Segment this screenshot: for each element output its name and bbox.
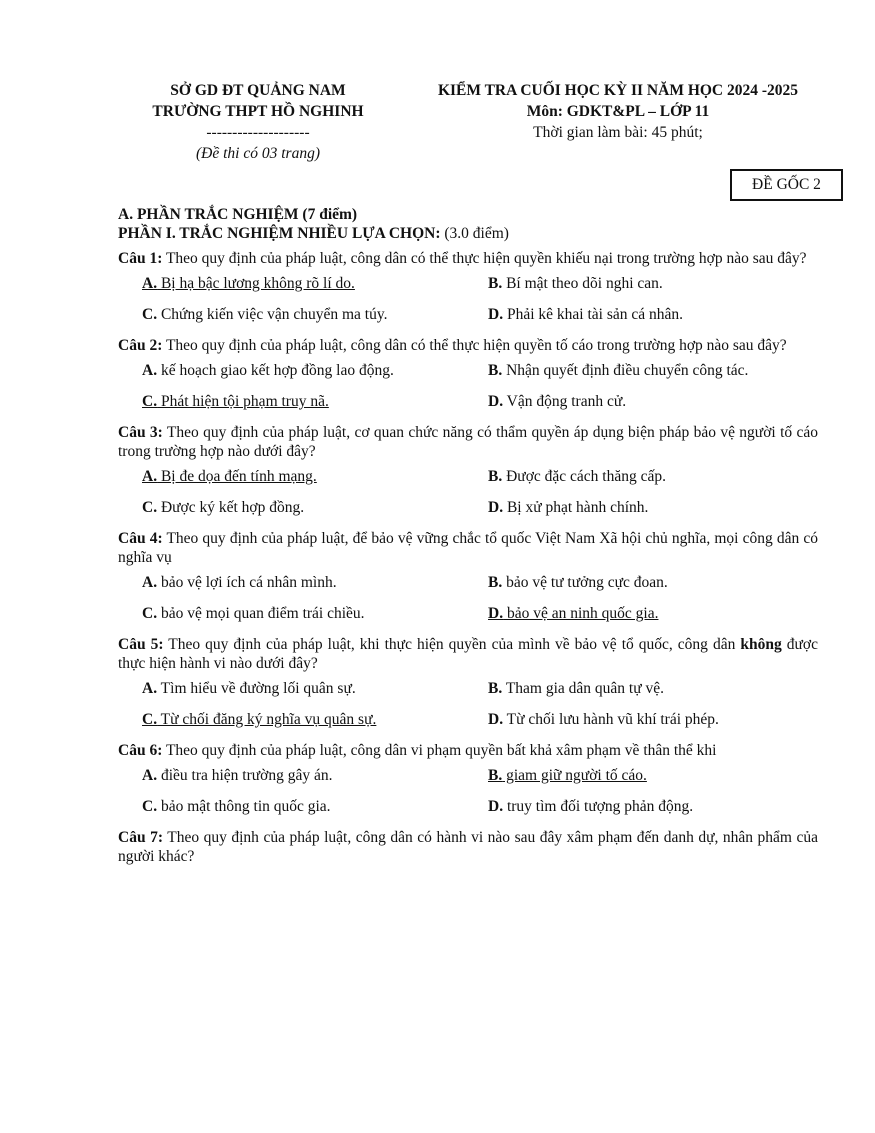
- options-row: [118, 386, 818, 417]
- question-text: Theo quy định của pháp luật, khi thực hiện quyền của mình về bảo vệ tổ quốc, công dân: [163, 636, 741, 653]
- option-text: Từ chối đăng ký nghĩa vụ quân sự.: [157, 711, 377, 728]
- question-text: Theo quy định của pháp luật, công dân có hành vi nào sau đây xâm phạm đến danh dự, nhân phẩm của người khác?: [118, 829, 818, 865]
- department-name: SỞ GD ĐT QUẢNG NAM: [170, 82, 346, 99]
- option-d: [488, 498, 648, 517]
- option-letter: C.: [142, 711, 158, 728]
- option-letter: D.: [488, 393, 504, 410]
- option-d: [488, 392, 626, 411]
- option-letter: B.: [488, 574, 503, 591]
- option-b: [488, 467, 666, 486]
- option-letter: A.: [142, 574, 158, 591]
- option-letter: C.: [142, 605, 158, 622]
- option-b: [488, 679, 664, 698]
- header-right: [398, 80, 838, 143]
- option-a: [142, 766, 333, 785]
- option-text: Bị xử phạt hành chính.: [503, 499, 649, 516]
- option-text: bảo vệ mọi quan điểm trái chiều.: [157, 605, 365, 622]
- option-b: [488, 361, 748, 380]
- option-a: [142, 679, 356, 698]
- question-4: [118, 529, 818, 567]
- option-text: truy tìm đối tượng phản động.: [503, 798, 694, 815]
- question-text: Theo quy định của pháp luật, công dân vi phạm quyền bất khả xâm phạm về thân thể khi: [162, 742, 717, 759]
- exam-code-box: ĐỀ GỐC 2: [730, 169, 843, 201]
- option-c: [142, 797, 331, 816]
- option-letter: B.: [488, 468, 503, 485]
- option-text: Vận động tranh cử.: [503, 393, 627, 410]
- subject-line: Môn: GDKT&PL – LỚP 11: [526, 103, 710, 120]
- question-number: Câu 7:: [118, 829, 163, 846]
- option-letter: A.: [142, 767, 158, 784]
- options-row: [118, 791, 818, 822]
- question-5: [118, 635, 818, 673]
- question-number: Câu 4:: [118, 530, 163, 547]
- option-letter: C.: [142, 306, 158, 323]
- option-letter: C.: [142, 393, 158, 410]
- question-text: Theo quy định của pháp luật, cơ quan chức năng có thẩm quyền áp dụng biện pháp bảo vệ người tố cáo trong trường hợp nào dưới đây?: [118, 424, 818, 460]
- question-6: [118, 741, 818, 760]
- option-letter: B.: [488, 767, 503, 784]
- part-1-title: [118, 224, 818, 243]
- part-1-label: PHẦN I. TRẮC NGHIỆM NHIỀU LỰA CHỌN:: [118, 225, 441, 242]
- option-text: Chứng kiến việc vận chuyển ma túy.: [157, 306, 388, 323]
- option-c: [142, 305, 387, 324]
- option-c: [142, 392, 329, 411]
- exam-title: KIỂM TRA CUỐI HỌC KỲ II NĂM HỌC 2024 -2025: [437, 82, 799, 99]
- option-letter: D.: [488, 798, 504, 815]
- option-text: Được ký kết hợp đồng.: [157, 499, 305, 516]
- option-text: bảo vệ an ninh quốc gia.: [503, 605, 659, 622]
- option-c: [142, 710, 376, 729]
- option-d: [488, 710, 719, 729]
- page-count-note: (Đề thi có 03 trang): [196, 145, 320, 162]
- question-2: [118, 336, 818, 355]
- option-letter: D.: [488, 499, 504, 516]
- option-b: [488, 573, 668, 592]
- option-letter: A.: [142, 362, 158, 379]
- header-left: [118, 80, 398, 164]
- header-divider: --------------------: [206, 124, 310, 141]
- question-number: Câu 2:: [118, 337, 163, 354]
- question-1: [118, 249, 818, 268]
- option-text: bảo mật thông tin quốc gia.: [157, 798, 331, 815]
- options-row: [118, 461, 818, 492]
- option-text: bảo vệ lợi ích cá nhân mình.: [157, 574, 337, 591]
- options-row: [118, 268, 818, 299]
- option-d: [488, 797, 693, 816]
- option-text: Phải kê khai tài sản cá nhân.: [503, 306, 683, 323]
- option-a: [142, 361, 394, 380]
- question-7: [118, 828, 818, 866]
- question-text: Theo quy định của pháp luật, công dân có thể thực hiện quyền tố cáo trong trường hợp nào sau đây?: [162, 337, 787, 354]
- option-text: kế hoạch giao kết hợp đồng lao động.: [157, 362, 394, 379]
- option-text: Bí mật theo dõi nghi can.: [502, 275, 663, 292]
- option-letter: D.: [488, 306, 504, 323]
- option-letter: A.: [142, 275, 158, 292]
- option-d: [488, 305, 683, 324]
- option-text: Phát hiện tội phạm truy nã.: [157, 393, 329, 410]
- option-text: Bị hạ bậc lương không rõ lí do.: [157, 275, 355, 292]
- option-text: điều tra hiện trường gây án.: [157, 767, 333, 784]
- question-text: Theo quy định của pháp luật, để bảo vệ vững chắc tổ quốc Việt Nam Xã hội chủ nghĩa, mọi công dân có nghĩa vụ: [118, 530, 818, 566]
- question-text-end: được thực hiện hành vi nào dưới đây?: [118, 636, 818, 672]
- question-list: [118, 249, 818, 866]
- option-letter: A.: [142, 680, 158, 697]
- options-row: [118, 760, 818, 791]
- option-text: Tham gia dân quân tự vệ.: [502, 680, 664, 697]
- option-text: Từ chối lưu hành vũ khí trái phép.: [503, 711, 719, 728]
- options-row: [118, 704, 818, 735]
- option-c: [142, 498, 304, 517]
- options-row: [118, 567, 818, 598]
- options-row: [118, 598, 818, 629]
- option-b: [488, 274, 663, 293]
- option-letter: B.: [488, 275, 503, 292]
- options-row: [118, 299, 818, 330]
- option-text: bảo vệ tư tưởng cực đoan.: [502, 574, 668, 591]
- option-c: [142, 604, 365, 623]
- option-text: Bị đe dọa đến tính mạng.: [157, 468, 317, 485]
- option-letter: C.: [142, 499, 158, 516]
- option-text: giam giữ người tố cáo.: [502, 767, 647, 784]
- option-b: [488, 766, 647, 785]
- option-a: [142, 274, 355, 293]
- option-letter: C.: [142, 798, 158, 815]
- option-text: Được đặc cách thăng cấp.: [502, 468, 666, 485]
- options-row: [118, 673, 818, 704]
- option-a: [142, 573, 337, 592]
- option-letter: A.: [142, 468, 158, 485]
- time-limit: Thời gian làm bài: 45 phút;: [533, 124, 703, 141]
- question-number: Câu 1:: [118, 250, 163, 267]
- part-1-points: (3.0 điểm): [440, 225, 509, 242]
- question-number: Câu 3:: [118, 424, 163, 441]
- option-letter: B.: [488, 362, 503, 379]
- school-name: TRƯỜNG THPT HỒ NGHINH: [152, 103, 364, 120]
- question-number: Câu 6:: [118, 742, 163, 759]
- question-number: Câu 5:: [118, 636, 164, 653]
- section-a-title: A. PHẦN TRẮC NGHIỆM (7 điểm): [118, 206, 358, 223]
- question-3: [118, 423, 818, 461]
- options-row: [118, 355, 818, 386]
- question-text: Theo quy định của pháp luật, công dân có thể thực hiện quyền khiếu nại trong trường hợp nào sau đây?: [162, 250, 807, 267]
- exam-content: [118, 205, 818, 866]
- question-emphasis: không: [740, 636, 782, 653]
- option-d: [488, 604, 658, 623]
- option-text: Tìm hiểu về đường lối quân sự.: [157, 680, 356, 697]
- option-letter: D.: [488, 605, 504, 622]
- option-text: Nhận quyết định điều chuyển công tác.: [502, 362, 749, 379]
- options-row: [118, 492, 818, 523]
- option-letter: D.: [488, 711, 504, 728]
- option-letter: B.: [488, 680, 503, 697]
- option-a: [142, 467, 317, 486]
